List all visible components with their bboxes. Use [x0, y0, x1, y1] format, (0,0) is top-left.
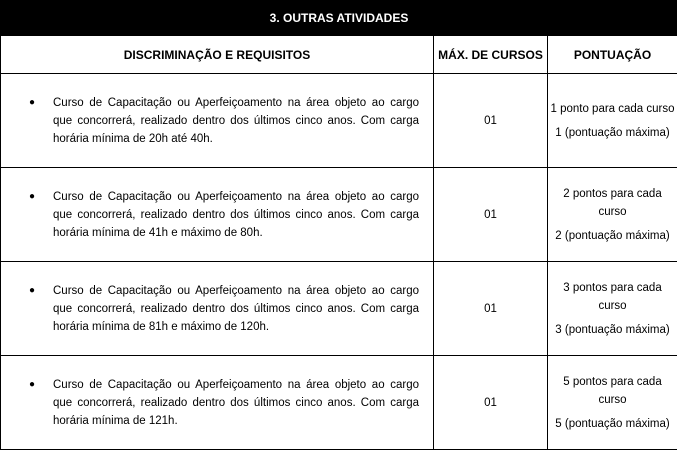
header-row [1, 36, 677, 74]
score-cell [548, 262, 677, 356]
header-max-courses: MÁX. DE CURSOS [434, 36, 548, 74]
table-row [1, 168, 677, 262]
score-per-course: 5 pontos para cada curso [563, 375, 662, 406]
score-max: 2 (pontuação máxima) [555, 229, 670, 242]
score-cell [548, 74, 677, 168]
score-per-course: 3 pontos para cada curso [563, 281, 662, 312]
requirement-cell [1, 356, 434, 450]
requirement-cell [1, 168, 434, 262]
score-max: 3 (pontuação máxima) [555, 323, 670, 336]
requirement-text: Curso de Capacitação ou Aperfeiçoamento na área objeto ao cargo que concorrerá, realizado dentro dos últimos cinco anos. Com carga horária mínima de 81h e máximo de 120h. [53, 284, 419, 333]
score-per-course: 1 ponto para cada curso [550, 102, 675, 115]
requirement-cell [1, 262, 434, 356]
table-row [1, 74, 677, 168]
header-score: PONTUAÇÃO [548, 36, 677, 74]
bullet-icon: ● [29, 96, 36, 108]
max-courses-value: 01 [434, 262, 548, 356]
max-courses-value: 01 [434, 168, 548, 262]
max-courses-value: 01 [434, 74, 548, 168]
requirement-text: Curso de Capacitação ou Aperfeiçoamento na área objeto ao cargo que concorrerá, realizado dentro dos últimos cinco anos. Com carga horária mínima de 41h e máximo de 80h. [53, 190, 419, 239]
header-requirements: DISCRIMINAÇÃO E REQUISITOS [1, 36, 434, 74]
requirement-text: Curso de Capacitação ou Aperfeiçoamento na área objeto ao cargo que concorrerá, realizado dentro dos últimos cinco anos. Com carga horária mínima de 20h até 40h. [53, 96, 419, 145]
score-cell [548, 356, 677, 450]
table-title: 3. OUTRAS ATIVIDADES [1, 1, 677, 36]
score-max: 1 (pontuação máxima) [555, 126, 670, 139]
score-per-course: 2 pontos para cada curso [563, 187, 662, 218]
bullet-icon: ● [29, 190, 36, 202]
table-row [1, 356, 677, 450]
score-cell [548, 168, 677, 262]
score-max: 5 (pontuação máxima) [555, 417, 670, 430]
bullet-icon: ● [29, 378, 36, 390]
max-courses-value: 01 [434, 356, 548, 450]
table-row [1, 262, 677, 356]
title-row [1, 1, 677, 36]
requirement-text: Curso de Capacitação ou Aperfeiçoamento na área objeto ao cargo que concorrerá, realizado dentro dos últimos cinco anos. Com carga horária mínima de 121h. [53, 378, 419, 427]
requirement-cell [1, 74, 434, 168]
bullet-icon: ● [29, 284, 36, 296]
